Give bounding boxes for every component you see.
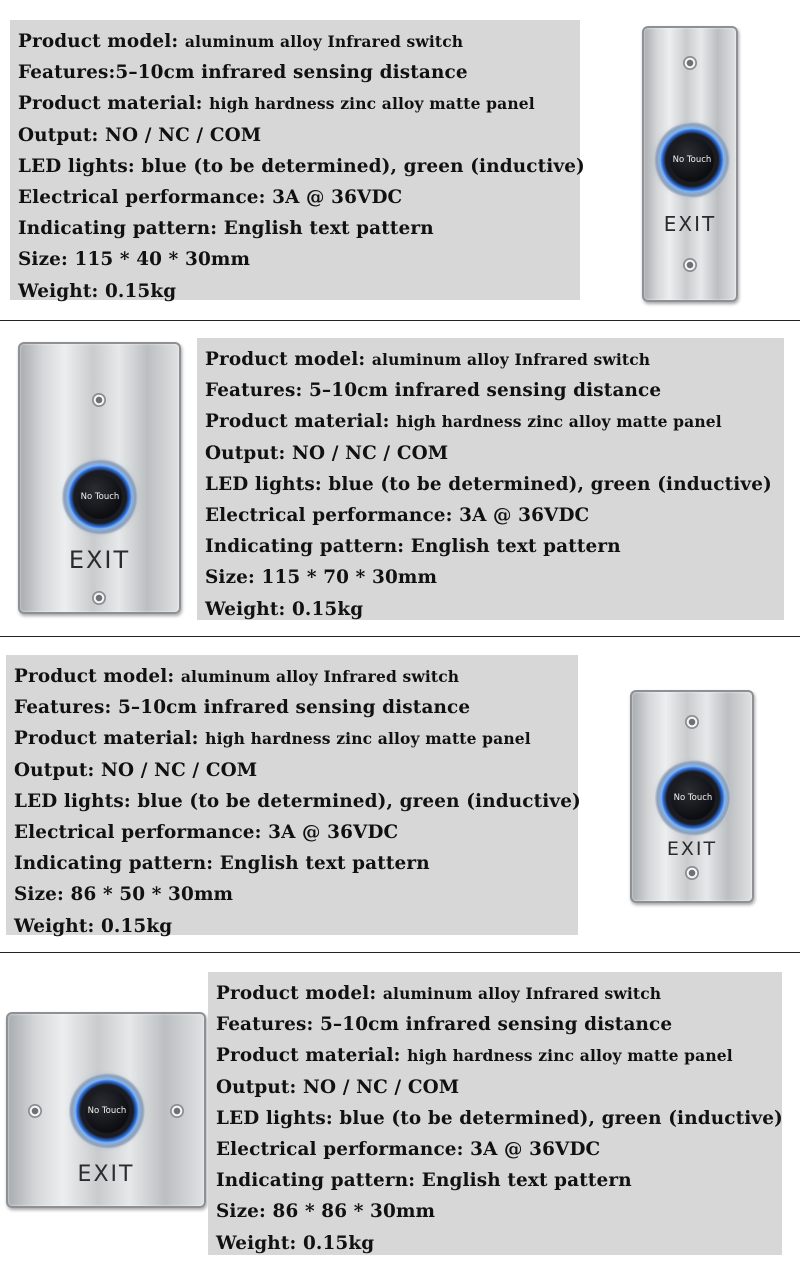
spec-row-output [18, 120, 572, 151]
spec-label: Product material: [14, 728, 199, 750]
spec-value: English text pattern [410, 536, 621, 558]
spec-label: LED lights: [18, 155, 135, 177]
spec-label: LED lights: [216, 1107, 333, 1129]
exit-label: EXIT [663, 212, 717, 236]
spec-label: Product model: [18, 31, 179, 52]
switch-plate-image [630, 690, 754, 903]
spec-row-pattern [18, 213, 572, 244]
spec-value: NO / NC / COM [105, 124, 262, 146]
spec-row-features [18, 57, 572, 88]
spec-label: Electrical performance: [205, 504, 453, 526]
spec-label: Weight: [216, 1232, 297, 1254]
spec-value: 3A @ 36VDC [470, 1138, 601, 1160]
spec-label: Output: [18, 124, 99, 146]
spec-value: 5–10cm infrared sensing distance [308, 380, 662, 402]
spec-label: Features: [205, 380, 303, 402]
screw-hole-icon [92, 393, 106, 407]
spec-value: aluminum alloy Infrared switch [184, 32, 464, 51]
spec-value: 115 * 70 * 30mm [261, 567, 438, 589]
spec-label: Size: [205, 567, 255, 589]
spec-row-material [18, 88, 572, 119]
spec-row-features [14, 692, 570, 723]
spec-label: Output: [205, 442, 286, 464]
no-touch-button-image [654, 122, 730, 198]
spec-value: 5–10cm infrared sensing distance [117, 697, 471, 719]
spec-value: 3A @ 36VDC [272, 186, 403, 208]
spec-row-features [205, 375, 776, 406]
exit-label: EXIT [666, 838, 718, 860]
product-section-1 [0, 0, 800, 320]
spec-row-electrical [14, 817, 570, 848]
spec-value: high hardness zinc alloy matte panel [209, 94, 535, 114]
spec-value: 86 * 50 * 30mm [70, 884, 234, 906]
button-label: No Touch [78, 475, 122, 519]
spec-value: 5–10cm infrared sensing distance [319, 1014, 673, 1036]
spec-box [10, 20, 585, 302]
product-section-4 [0, 953, 800, 1266]
spec-box [6, 655, 581, 937]
spec-value: 0.15kg [291, 598, 364, 620]
spec-box [208, 972, 782, 1255]
spec-value: blue (to be determined), green (inductive) [137, 790, 581, 812]
button-label: No Touch [670, 138, 714, 182]
spec-value: blue (to be determined), green (inductive) [339, 1107, 783, 1129]
spec-value: 0.15kg [100, 915, 173, 937]
spec-row-size [216, 1196, 774, 1227]
spec-row-size [205, 562, 776, 593]
spec-label: Output: [14, 759, 95, 781]
spec-label: Product model: [14, 666, 175, 687]
spec-row-electrical [216, 1134, 774, 1165]
spec-value: NO / NC / COM [303, 1076, 460, 1098]
spec-row-model [216, 978, 774, 1009]
spec-row-led [205, 469, 776, 500]
spec-row-led [14, 786, 581, 817]
spec-value: 115 * 40 * 30mm [74, 249, 251, 271]
spec-label: Features: [18, 62, 116, 84]
spec-row-material [205, 406, 776, 437]
spec-label: Size: [18, 249, 68, 271]
no-touch-button-image [62, 459, 138, 535]
spec-value: aluminum alloy Infrared switch [371, 350, 651, 369]
no-touch-button-image [655, 760, 731, 836]
spec-label: Features: [216, 1014, 314, 1036]
screw-hole-icon [92, 591, 106, 605]
spec-label: Indicating pattern: [205, 536, 405, 558]
spec-row-weight [216, 1228, 774, 1259]
spec-label: Product material: [216, 1045, 401, 1067]
screw-hole-icon [685, 715, 699, 729]
screw-hole-icon [170, 1104, 184, 1118]
screw-hole-icon [28, 1104, 42, 1118]
spec-label: LED lights: [205, 473, 322, 495]
spec-row-electrical [205, 500, 776, 531]
spec-label: Indicating pattern: [18, 218, 218, 240]
spec-row-pattern [14, 848, 570, 879]
spec-row-material [14, 723, 570, 754]
spec-row-model [14, 661, 570, 692]
spec-value: 5–10cm infrared sensing distance [115, 62, 468, 84]
spec-row-size [18, 244, 572, 275]
spec-label: LED lights: [14, 790, 131, 812]
spec-label: Size: [216, 1201, 266, 1223]
spec-box [197, 338, 784, 620]
spec-row-size [14, 879, 570, 910]
spec-row-model [205, 344, 776, 375]
spec-value: 3A @ 36VDC [268, 821, 399, 843]
spec-row-output [205, 438, 776, 469]
spec-label: Indicating pattern: [14, 853, 214, 875]
spec-label: Output: [216, 1076, 297, 1098]
spec-value: NO / NC / COM [292, 442, 449, 464]
spec-value: NO / NC / COM [101, 759, 258, 781]
spec-label: Weight: [205, 598, 286, 620]
spec-label: Electrical performance: [18, 186, 266, 208]
spec-value: English text pattern [223, 218, 434, 240]
switch-plate-image [6, 1012, 206, 1208]
spec-label: Product model: [216, 983, 377, 1004]
screw-hole-icon [683, 56, 697, 70]
spec-value: blue (to be determined), green (inductive) [328, 473, 772, 495]
spec-row-material [216, 1040, 774, 1071]
spec-value: 0.15kg [302, 1232, 375, 1254]
spec-label: Product material: [18, 93, 203, 115]
spec-label: Weight: [18, 280, 99, 302]
spec-value: high hardness zinc alloy matte panel [407, 1046, 733, 1066]
spec-label: Product material: [205, 411, 390, 433]
exit-label: EXIT [68, 546, 131, 574]
spec-value: high hardness zinc alloy matte panel [396, 412, 722, 432]
spec-label: Product model: [205, 349, 366, 370]
spec-label: Indicating pattern: [216, 1170, 416, 1192]
spec-row-led [18, 151, 585, 182]
spec-value: 86 * 86 * 30mm [272, 1201, 436, 1223]
button-label: No Touch [671, 776, 715, 820]
spec-row-features [216, 1009, 774, 1040]
spec-value: aluminum alloy Infrared switch [180, 667, 460, 686]
spec-value: English text pattern [421, 1170, 632, 1192]
spec-label: Weight: [14, 915, 95, 937]
spec-value: 3A @ 36VDC [459, 504, 590, 526]
exit-label: EXIT [77, 1162, 135, 1187]
spec-value: 0.15kg [104, 280, 177, 302]
spec-value: English text pattern [219, 853, 430, 875]
product-section-3 [0, 637, 800, 952]
switch-plate-image [18, 342, 181, 614]
spec-value: high hardness zinc alloy matte panel [205, 729, 531, 749]
switch-plate-image [642, 26, 738, 302]
spec-row-pattern [205, 531, 776, 562]
spec-label: Electrical performance: [216, 1138, 464, 1160]
spec-value: blue (to be determined), green (inductive) [141, 155, 585, 177]
product-section-2 [0, 321, 800, 636]
spec-row-weight [14, 911, 570, 942]
spec-row-electrical [18, 182, 572, 213]
no-touch-button-image [69, 1073, 145, 1149]
spec-row-output [216, 1072, 774, 1103]
spec-label: Size: [14, 884, 64, 906]
screw-hole-icon [685, 866, 699, 880]
spec-row-weight [18, 276, 572, 307]
spec-row-pattern [216, 1165, 774, 1196]
spec-row-weight [205, 594, 776, 625]
spec-row-led [216, 1103, 783, 1134]
screw-hole-icon [683, 258, 697, 272]
button-label: No Touch [85, 1089, 129, 1133]
spec-row-model [18, 26, 572, 57]
spec-label: Electrical performance: [14, 821, 262, 843]
spec-row-output [14, 755, 570, 786]
spec-label: Features: [14, 697, 112, 719]
spec-value: aluminum alloy Infrared switch [382, 984, 662, 1003]
